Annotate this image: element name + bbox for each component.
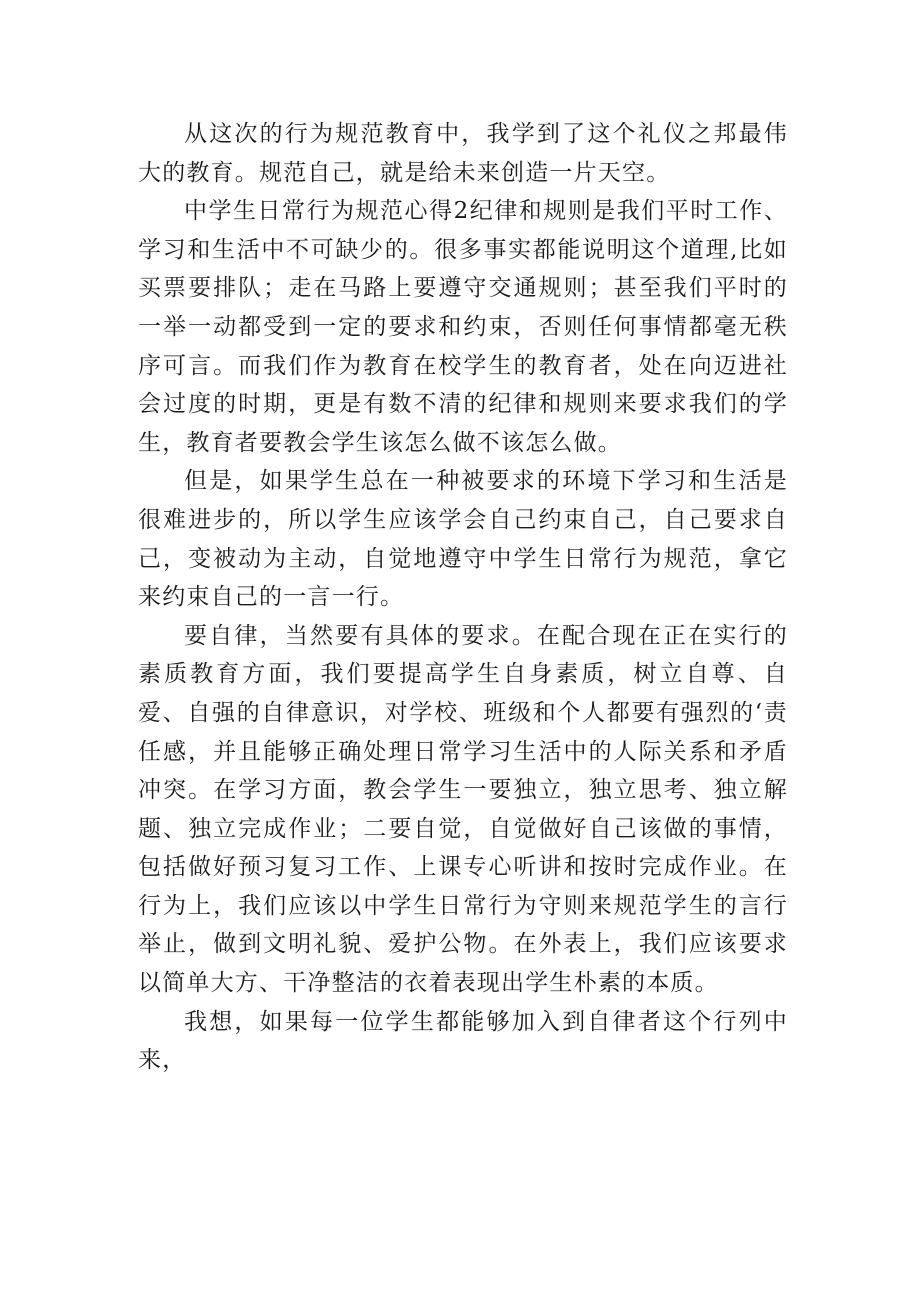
paragraph-3: 但是，如果学生总在一种被要求的环境下学习和生活是很难进步的，所以学生应该学会自己约束自己，自己要求自己，变被动为主动，自觉地遵守中学生日常行为规范，拿它来约束自己的一言一行。 xyxy=(138,468,788,611)
paragraph-1: 从这次的行为规范教育中，我学到了这个礼仪之邦最伟大的教育。规范自己，就是给未来创造一片天空。 xyxy=(138,121,788,186)
paragraph-4: 要自律，当然要有具体的要求。在配合现在正在实行的素质教育方面，我们要提高学生自身素质，树立自尊、自爱、自强的自律意识，对学校、班级和个人都要有强烈的‘责任感，并且能够正确处理日常学习生活中的人际关系和矛盾冲突。在学习方面，教会学生一要独立，独立思考、独立解题、独立完成作业；二要自觉，自觉做好自己该做的事情，包括做好预习复习工作、上课专心听讲和按时完成作业。在行为上，我们应该以中学生日常行为守则来规范学生的言行举止，做到文明礼貌、爱护公物。在外表上，我们应该要求以简单大方、干净整洁的衣着表现出学生朴素的本质。 xyxy=(138,622,788,997)
paragraph-2: 中学生日常行为规范心得2纪律和规则是我们平时工作、学习和生活中不可缺少的。很多事实都能说明这个道理,比如买票要排队；走在马路上要遵守交通规则；甚至我们平时的一举一动都受到一定的要求和约束，否则任何事情都毫无秩序可言。而我们作为教育在校学生的教育者，处在向迈进社会过度的时期，更是有数不清的纪律和规则来要求我们的学生，教育者要教会学生该怎么做不该怎么做。 xyxy=(138,198,788,456)
paragraph-5: 我想，如果每一位学生都能够加入到自律者这个行列中来， xyxy=(138,1008,788,1074)
document-body xyxy=(138,115,788,1080)
